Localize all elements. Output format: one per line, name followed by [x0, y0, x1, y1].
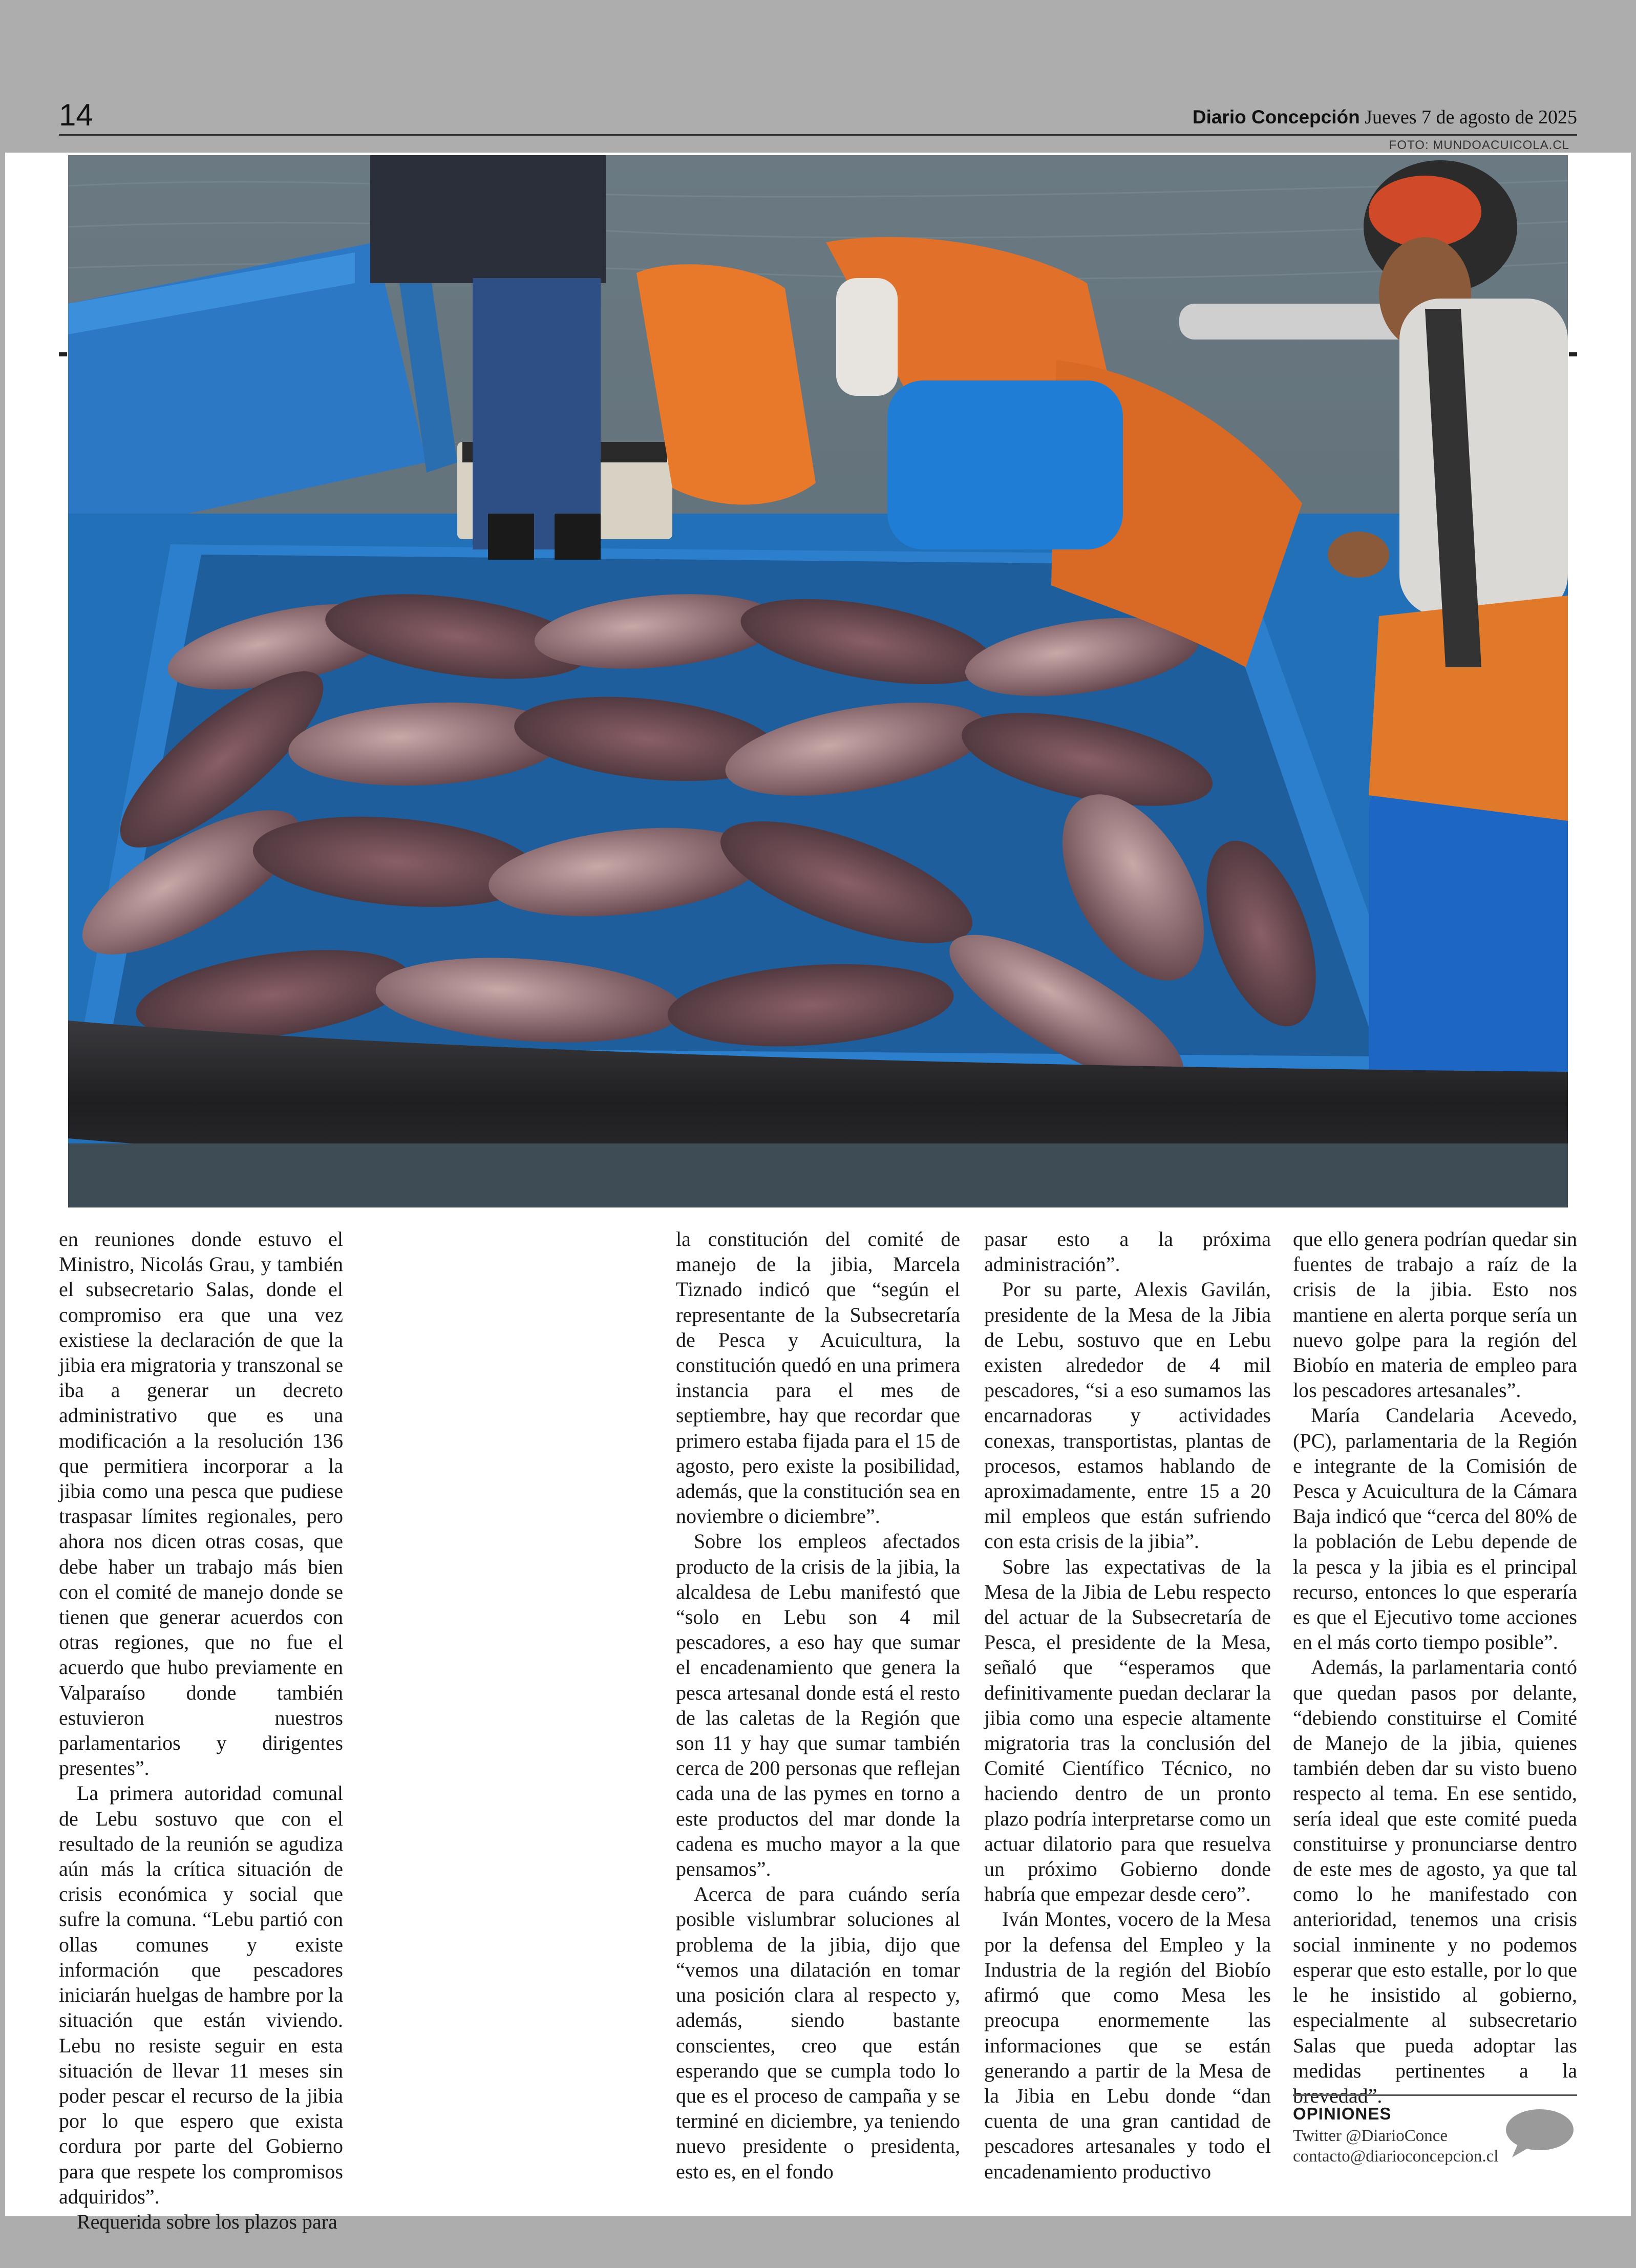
newspaper-name: Diario Concepción [1192, 107, 1360, 128]
fishing-boat-photo [68, 155, 1568, 1207]
contact-email[interactable]: contacto@diarioconcepcion.cl [1293, 2147, 1499, 2166]
paragraph: la constitución del comité de manejo de la jibia, Marcela Tiznado indicó que “según el representante de la Subsecretaría de Pesca y Acuicultura, la constitución quedó en una primera instancia para el mes de septiembre, hay que recordar que primero estaba fijada para el 15 de agosto, pero existe la posibilidad, además, que la constitución sea en noviembre o diciembre”. [676, 1227, 960, 1528]
opinions-box [1293, 2094, 1577, 2183]
blue-barrel [887, 380, 1123, 549]
gas-cylinder [836, 278, 898, 396]
twitter-handle[interactable]: Twitter @DiarioConce [1293, 2127, 1448, 2145]
masthead [1193, 106, 1577, 129]
paragraph: Sobre los empleos afectados producto de la crisis de la jibia, la alcaldesa de Lebu manifestó que “solo en Lebu son 4 mil pescadores, a eso hay que sumar el encadenamiento que genera la pesca artesanal donde está el resto de las caletas de la Región que son 11 y hay que sumar también cerca de 200 personas que reflejan cada una de las pymes en torno a este productos del mar donde la cadena es mucho mayor a la que pensamos”. [676, 1530, 960, 1881]
paragraph: en reuniones donde estuvo el Ministro, Nicolás Grau, y también el subsecretario Salas, donde el compromiso era que una vez existiese la declaración de que la jibia era migratoria y transzonal se iba a generar un decreto administrativo que es una modificación a la resolución 136 que permitiera incorporar a la jibia como una pesca que pudiese traspasar límites regionales, pero ahora nos dicen otras cosas, que debe haber un trabajo más bien con el comité de manejo donde se tienen que generar acuerdos con otras regiones, que no fue el acuerdo que hubo previamente en Valparaíso donde también estuvieron nuestros parlamentarios y dirigentes presentes”. [59, 1227, 343, 1780]
opinions-title: OPINIONES [1293, 2104, 1392, 2123]
header-rule [59, 134, 1577, 136]
paragraph: Iván Montes, vocero de la Mesa por la defensa del Empleo y la Industria de la región del Biobío afirmó que como Mesa les preocupa enormemente las informaciones que se están generando a partir de la Mesa de la Jibia en Lebu donde “dan cuenta de una gran cantidad de pescadores artesanales y todo el encadenamiento productivo [984, 1907, 1271, 2183]
paragraph: María Candelaria Acevedo, (PC), parlamentaria de la Región e integrante de la Comisión de Pesca y Acuicultura de la Cámara Baja indicó que “cerca del 80% de la población de Lebu depende de la pesca y la jibia es el principal recurso, entonces lo que esperaría es que el Ejecutivo tome acciones en el más corto tiempo posible”. [1293, 1404, 1577, 1654]
article-column-1 [59, 1226, 343, 2234]
photo-credit: FOTO: MUNDOACUICOLA.CL [1389, 138, 1569, 152]
boat-squid-illustration [68, 155, 1568, 1207]
page-number: 14 [59, 98, 93, 132]
paragraph: Requerida sobre los plazos para [77, 2210, 337, 2233]
issue-date: Jueves 7 de agosto de 2025 [1365, 107, 1577, 128]
top-margin [0, 0, 1636, 153]
squid-catch [68, 580, 1338, 1113]
paragraph: La primera autoridad comunal de Lebu sostuvo que con el resultado de la reunión se agudiza aún más la crítica situación de crisis económica y social que sufre la comuna. “Lebu partió con ollas comunes y existe información que pescadores iniciarán huelgas de hambre por la situación que están viviendo. Lebu no resiste seguir en esta situación de llevar 11 meses sin poder pescar el recurso de la jibia por lo que espero que exista cordura por parte del Gobierno para que respete los compromisos adquiridos”. [59, 1782, 343, 2208]
paragraph: pasar esto a la próxima administración”. [984, 1227, 1271, 1276]
paragraph: Además, la parlamentaria contó que quedan pasos por delante, “debiendo constituirse el Comité de Manejo de la jibia, quienes también deben dar su visto bueno respecto al tema. En ese sentido, sería ideal que este comité pueda constituirse y pronunciarse dentro de este mes de agosto, ya que tal como lo he manifestado con anterioridad, tenemos una crisis social inminente y no podemos esperar que esto estalle, por lo que le he insistido al gobierno, especialmente al subsecretario Salas que pueda adoptar las medidas pertinentes a la brevedad”. [1293, 1656, 1577, 2107]
right-margin-tick [1569, 352, 1577, 356]
article-column-4 [1293, 1226, 1577, 2108]
left-margin-tick [59, 352, 67, 356]
paragraph: Sobre las expectativas de la Mesa de la Jibia de Lebu respecto del actuar de la Subsecretaría de Pesca, el presidente de la Mesa, señaló que “esperamos que definitivamente puedan declarar la jibia como una especie altamente migratoria tras la conclusión del Comité Científico Técnico, no haciendo dentro de un pronto plazo podría interpretarse como un actuar dilatorio para que resuelva un próximo Gobierno donde habría que empezar desde cero”. [984, 1555, 1271, 1906]
paragraph: Por su parte, Alexis Gavilán, presidente de la Mesa de la Jibia de Lebu, sostuvo que en Lebu existen alrededor de 4 mil pescadores, “si a eso sumamos las encarnadoras y actividades conexas, transportistas, plantas de procesos, estamos hablando de aproximadamente, entre 15 a 20 mil empleos que están sufriendo con esta crisis de la jibia”. [984, 1278, 1271, 1553]
speech-bubble-icon [1503, 2107, 1575, 2158]
article-column-2 [676, 1226, 960, 2184]
article-column-3 [984, 1226, 1271, 2184]
paragraph: que ello genera podrían quedar sin fuentes de trabajo a raíz de la crisis de la jibia. Esto nos mantiene en alerta porque sería un nuevo golpe para la región del Biobío en materia de empleo para los pescadores artesanales”. [1293, 1227, 1577, 1402]
paragraph: Acerca de para cuándo sería posible vislumbrar soluciones al problema de la jibia, dijo que “vemos una dilatación en tomar una posición clara al respecto y, además, siendo bastante conscientes, creo que están esperando que se cumpla todo lo que es el proceso de campaña y se terminé en diciembre, ya teniendo nuevo presidente o presidenta, esto es, en el fondo [676, 1882, 960, 2183]
blue-jerrycan [1369, 780, 1568, 1097]
